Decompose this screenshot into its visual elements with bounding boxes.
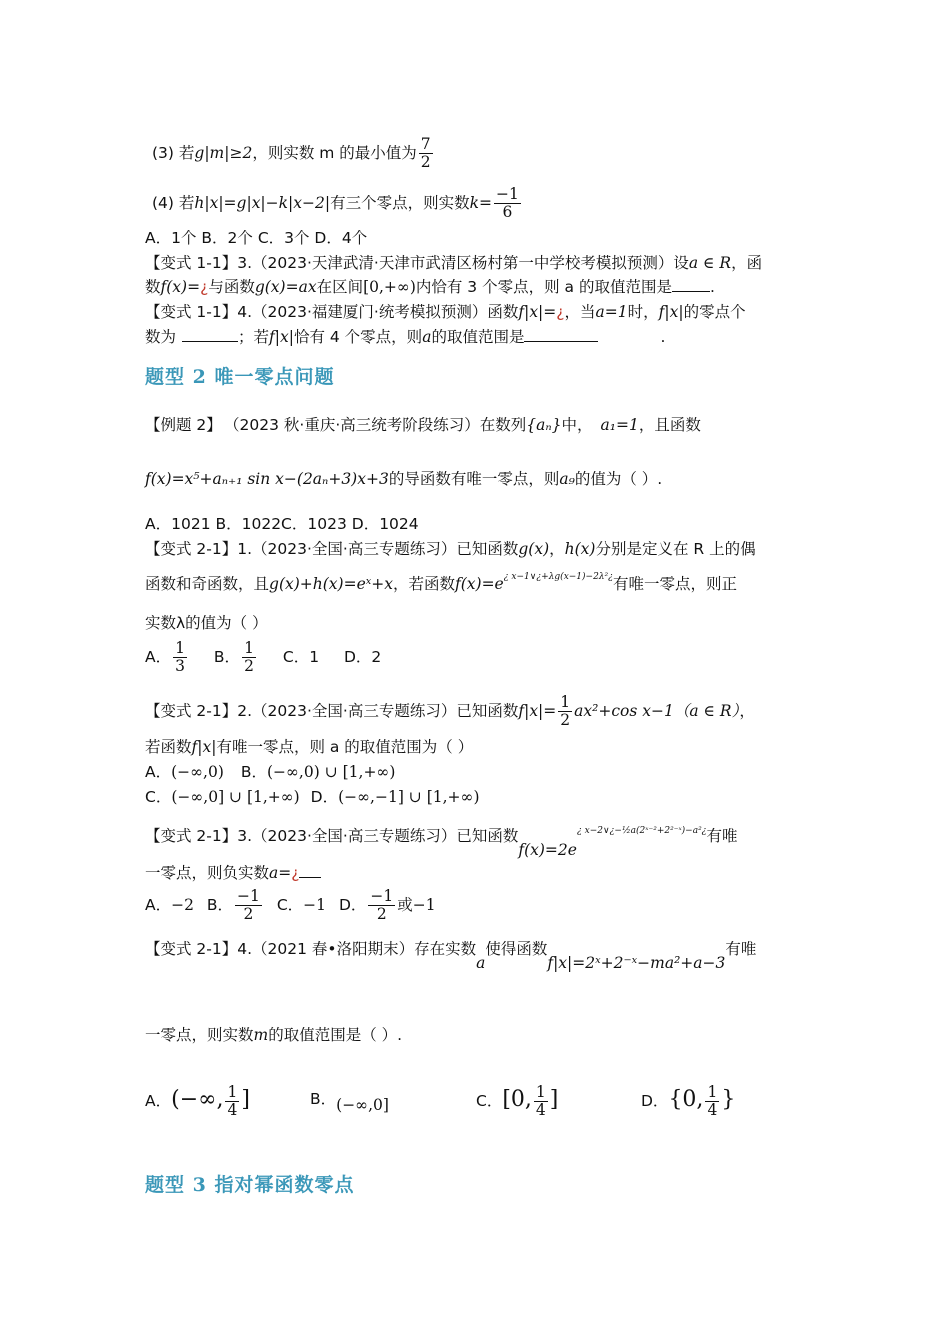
question-v21-1-line1: 【变式 2-1】1.（2023·全国·高三专题练习）已知函数g(x)，h(x)分别是定义在 R 上的偶: [145, 540, 756, 558]
answer-blank[interactable]: [299, 877, 321, 878]
question-v11-4-line1: 【变式 1-1】4.（2023·福建厦门·统考模拟预测）函数f|x|=¿，当a=1时，f|x|的零点个: [145, 303, 746, 321]
option-b[interactable]: B． $\frac{-1}{2}$: [206, 887, 260, 924]
question-ex2-line1: 【例题 2】 （2023 秋·重庆·高三统考阶段练习）在数列{aₙ}中， a₁=1，且函数: [145, 416, 701, 434]
fraction: $\frac{7}{2}$: [420, 135, 431, 172]
fraction: $\frac{-1}{6}$: [495, 185, 519, 222]
question-v21-2-line2: 若函数f|x|有唯一零点，则 a 的取值范围为（ ）: [145, 738, 474, 756]
option-c[interactable]: C．−1: [276, 896, 327, 915]
question-v11-3-line1: 【变式 1-1】3.（2023·天津武清·天津市武清区杨村第一中学校考模拟预测）设a ∈ R，函: [145, 254, 763, 272]
question-v11-3-line2: 数f(x)=¿与函数g(x)=ax在区间[0,+∞)内恰有 3 个零点，则 a 的取值范围是 .: [145, 278, 715, 296]
section-heading: 题型 3 指对幂函数零点: [145, 1174, 355, 1196]
options-line: [145, 786, 480, 808]
option-c[interactable]: C．[0, $\frac{1}{4}$ ]: [476, 1083, 559, 1120]
option-b[interactable]: B．(−∞,0) ∪ [1,+∞): [240, 763, 396, 781]
section-heading: 题型 2 唯一零点问题: [145, 366, 335, 388]
question-v21-2-line1: 【变式 2-1】2.（2023·全国·高三专题练习）已知函数f|x|= $\frac{1}{2}$ ax²+cos x−1（a ∈ R），: [145, 693, 755, 730]
question-v21-4-line2: 一零点，则实数m的取值范围是（ ）.: [145, 1026, 403, 1044]
option-d[interactable]: D． $\frac{-1}{2}$ 或−1: [338, 887, 436, 924]
option-c[interactable]: C．1: [282, 648, 320, 667]
options-line: [145, 888, 436, 923]
question-v11-4-line2: 数为 ；若f|x|恰有 4 个零点，则a的取值范围是 .: [145, 328, 666, 346]
question-v21-1-line3: 实数λ的值为（ ）: [145, 614, 268, 632]
question-v21-3-line2: 一零点，则负实数a=¿: [145, 862, 321, 884]
question-ex2-line2: f(x)=x⁵+aₙ₊₁ sin x−(2aₙ+3)x+3的导函数有唯一零点，则a₉的值为（ ）.: [145, 470, 663, 488]
options-line: [145, 761, 395, 783]
answer-blank[interactable]: [524, 341, 598, 342]
option-a[interactable]: A． $\frac{1}{3}$: [145, 639, 185, 676]
question-v21-4-line1: 【变式 2-1】4.（2021 春•洛阳期末）存在实数a使得函数f|x|=2ˣ+2⁻ˣ−ma²+a−3有唯: [145, 940, 757, 972]
item-4: (4) 若h|x|=g|x|−k|x−2|有三个零点，则实数k= $\frac{-1}{6}$: [152, 185, 519, 222]
question-v21-3-line1: 【变式 2-1】3.（2023·全国·高三专题练习）已知函数$f(x)=2e^{¿ x-2\vee¿-\frac{1}{2}a(2ˣ^{-2}+2^{2-}ˣ)-a^2¿}$有唯: [145, 826, 738, 859]
answer-blank[interactable]: [182, 341, 238, 342]
question-v21-1-line2: 函数和奇函数，且g(x)+h(x)=eˣ+x，若函数$f(x)=e^{¿ x-1\vee¿+\lambda g(x-1)-2\lambda^2¿}$有唯一零点，则正: [145, 572, 737, 593]
option-a[interactable]: A．(−∞, $\frac{1}{4}$ ]: [145, 1083, 250, 1120]
options-line: A．1021 B．1022C．1023 D．1024: [145, 515, 419, 533]
option-d[interactable]: D．2: [344, 648, 382, 667]
item-3: (3) 若g|m|≥2，则实数 m 的最小值为 $\frac{7}{2}$: [152, 135, 431, 172]
options-line: [145, 640, 381, 675]
option-b[interactable]: B． $\frac{1}{2}$: [213, 639, 254, 676]
options-line: A．1个 B．2个 C．3个 D．4个: [145, 229, 368, 247]
answer-blank[interactable]: [672, 291, 710, 292]
option-b[interactable]: B．(−∞,0]: [310, 1090, 389, 1114]
option-c[interactable]: C．(−∞,0] ∪ [1,+∞): [145, 788, 300, 806]
option-d[interactable]: D．(−∞,−1] ∪ [1,+∞): [310, 788, 480, 806]
option-a[interactable]: A．−2: [145, 896, 194, 915]
option-a[interactable]: A．(−∞,0): [145, 763, 224, 781]
option-d[interactable]: D．{0, $\frac{1}{4}$ }: [641, 1083, 736, 1120]
